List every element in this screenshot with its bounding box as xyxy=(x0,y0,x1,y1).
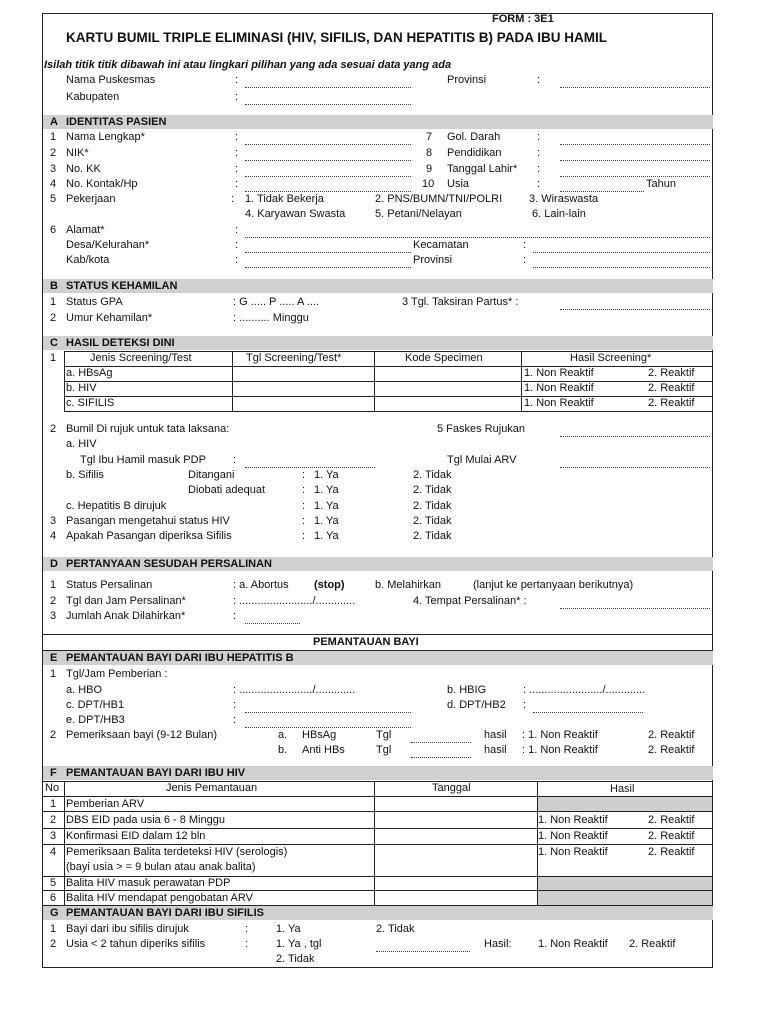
label-darah: Gol. Darah xyxy=(447,131,501,143)
col-hasil-screening: Hasil Screening* xyxy=(570,352,652,364)
label-kecamatan: Kecamatan xyxy=(413,239,469,251)
eid-reaktif[interactable]: 2. Reaktif xyxy=(648,830,695,842)
label-provinsi: Provinsi xyxy=(447,74,487,86)
pasangan-hiv-ya[interactable]: 1. Ya xyxy=(314,515,339,527)
label-tempat: 4. Tempat Persalinan* : xyxy=(413,595,527,607)
job-option-5[interactable]: 5. Petani/Nelayan xyxy=(375,208,462,220)
table-row: Konfirmasi EID dalam 12 bln xyxy=(66,830,206,842)
tgl-persalinan-field[interactable]: : ......................../............. xyxy=(233,595,356,607)
lahir-field[interactable] xyxy=(560,176,710,177)
job-option-1[interactable]: 1. Tidak Bekerja xyxy=(245,193,324,205)
sifilis-nonreaktif[interactable]: 1. Non Reaktif xyxy=(524,397,594,409)
puskesmas-field[interactable] xyxy=(245,87,411,88)
label-usia: Usia xyxy=(447,178,470,190)
table-row: a. HBsAg xyxy=(66,367,113,379)
dpt1-field[interactable] xyxy=(245,712,411,713)
label-rujuk: Bumil Di rujuk untuk tata laksana: xyxy=(66,423,230,435)
label-bayi-dirujuk: Bayi dari ibu sifilis dirujuk xyxy=(66,923,189,935)
table-row: c. SIFILIS xyxy=(66,397,115,409)
label-pasangan-sifilis: Apakah Pasangan diperiksa Sifilis xyxy=(66,530,232,542)
usia-sifilis-tgl-field[interactable] xyxy=(376,951,470,952)
dbs-reaktif[interactable]: 2. Reaktif xyxy=(648,814,695,826)
usia-sifilis-nonreaktif[interactable]: 1. Non Reaktif xyxy=(538,938,608,950)
hbsag-reaktif[interactable]: 2. Reaktif xyxy=(648,367,695,379)
label-sifilis: b. Sifilis xyxy=(66,469,104,481)
hbig-field[interactable]: : ......................../............. xyxy=(523,684,646,696)
hbsag-nonreaktif[interactable]: 1. Non Reaktif xyxy=(524,367,594,379)
hbsag-bayi-tgl-field[interactable] xyxy=(411,742,471,743)
antihbs-reaktif[interactable]: 2. Reaktif xyxy=(648,744,695,756)
label-kontak: No. Kontak/Hp xyxy=(66,178,138,190)
tempat-field[interactable] xyxy=(560,608,710,609)
label-nik: NIK* xyxy=(66,147,89,159)
label-provinsi-pasien: Provinsi xyxy=(413,254,453,266)
col-jenis-pemantauan: Jenis Pemantauan xyxy=(166,782,258,794)
col-no: No xyxy=(45,782,60,794)
table-row: DBS EID pada usia 6 - 8 Minggu xyxy=(66,814,225,826)
label-kabupaten: Kabupaten xyxy=(66,91,120,103)
option-melahirkan[interactable]: b. Melahirkan xyxy=(375,579,442,591)
section-a-title: IDENTITAS PASIEN xyxy=(66,116,167,128)
label-puskesmas: Nama Puskesmas xyxy=(66,74,156,86)
table-row: Pemberian ARV xyxy=(66,798,145,810)
usia-sifilis-tidak[interactable]: 2. Tidak xyxy=(276,953,315,965)
usia-sifilis-reaktif[interactable]: 2. Reaktif xyxy=(629,938,676,950)
label-hbsag-bayi: HBsAg xyxy=(302,729,337,741)
provinsi-field[interactable] xyxy=(560,87,710,88)
hbsag-bayi-reaktif[interactable]: 2. Reaktif xyxy=(648,729,695,741)
pasangan-hiv-tidak[interactable]: 2. Tidak xyxy=(413,515,452,527)
col-hasil: Hasil xyxy=(610,783,635,795)
hbo-field[interactable]: : ......................../............. xyxy=(233,684,356,696)
alamat-field[interactable] xyxy=(245,237,710,238)
label-kk: No. KK xyxy=(66,163,101,175)
hiv-reaktif[interactable]: 2. Reaktif xyxy=(648,382,695,394)
label-pdp: Tgl Ibu Hamil masuk PDP xyxy=(80,454,206,466)
col-jenis-screening: Jenis Screening/Test xyxy=(90,352,192,364)
instruction: Isilah titik titik dibawah ini atau lingkari pilihan yang ada sesuai data yang ada xyxy=(44,59,452,71)
table-row: Pemeriksaan Balita terdeteksi HIV (serologis) xyxy=(66,846,288,858)
label-usia-sifilis: Usia < 2 tahun diperiks sifilis xyxy=(66,938,206,950)
dbs-nonreaktif[interactable]: 1. Non Reaktif xyxy=(538,814,608,826)
section-b-title: STATUS KEHAMILAN xyxy=(66,280,178,292)
provinsi-pasien-field[interactable] xyxy=(533,267,710,268)
section-e-title: PEMANTAUAN BAYI DARI IBU HEPATITIS B xyxy=(66,652,294,664)
label-jumlah-anak: Jumlah Anak Dilahirkan* xyxy=(66,610,186,622)
kecamatan-field[interactable] xyxy=(533,252,710,253)
label-dpt3: e. DPT/HB3 xyxy=(66,714,125,726)
pasangan-sifilis-tidak[interactable]: 2. Tidak xyxy=(413,530,452,542)
label-lahir: Tanggal Lahir* xyxy=(447,163,518,175)
faskes-field[interactable] xyxy=(560,436,710,437)
divider xyxy=(43,634,713,635)
label-diobati: Diobati adequat xyxy=(188,484,266,496)
label-gpa: Status GPA xyxy=(66,296,123,308)
col-tanggal: Tanggal xyxy=(432,782,471,794)
hepb-tidak[interactable]: 2. Tidak xyxy=(413,500,452,512)
label-status-persalinan: Status Persalinan xyxy=(66,579,153,591)
kabupaten-field[interactable] xyxy=(245,104,411,105)
label-tahun: Tahun xyxy=(646,178,676,190)
eid-nonreaktif[interactable]: 1. Non Reaktif xyxy=(538,830,608,842)
label-alamat: Alamat* xyxy=(66,224,105,236)
label-antihbs: Anti HBs xyxy=(302,744,345,756)
taksiran-field[interactable] xyxy=(560,309,710,310)
section-g-title: PEMANTAUAN BAYI DARI IBU SIFILIS xyxy=(66,907,265,919)
label-nama: Nama Lengkap* xyxy=(66,131,145,143)
hiv-nonreaktif[interactable]: 1. Non Reaktif xyxy=(524,382,594,394)
umur-field[interactable]: : .......... Minggu xyxy=(233,312,309,324)
usia-sifilis-ya[interactable]: 1. Ya , tgl xyxy=(276,938,322,950)
pendidikan-field[interactable] xyxy=(560,160,710,161)
page-title: KARTU BUMIL TRIPLE ELIMINASI (HIV, SIFILIS, DAN HEPATITIS B) PADA IBU HAMIL xyxy=(66,30,608,45)
label-dpt2: d. DPT/HB2 xyxy=(447,699,506,711)
label-dpt1: c. DPT/HB1 xyxy=(66,699,125,711)
nik-field[interactable] xyxy=(245,160,411,161)
pdp-field[interactable] xyxy=(245,467,375,468)
label-pemeriksaan-bayi: Pemeriksaan bayi (9-12 Bulan) xyxy=(66,729,218,741)
table-row-note: (bayi usia > = 9 bulan atau anak balita) xyxy=(66,861,256,873)
arv-field[interactable] xyxy=(560,467,710,468)
label-faskes: 5 Faskes Rujukan xyxy=(437,423,526,435)
kk-field[interactable] xyxy=(245,176,411,177)
form-code: FORM : 3E1 xyxy=(492,13,554,25)
diobati-ya[interactable]: 1. Ya xyxy=(314,484,339,496)
col-kode-specimen: Kode Specimen xyxy=(405,352,483,364)
pemantauan-title: PEMANTAUAN BAYI xyxy=(313,636,419,648)
section-c-title: HASIL DETEKSI DINI xyxy=(66,337,175,349)
label-pekerjaan: Pekerjaan xyxy=(66,193,116,205)
serologis-reaktif[interactable]: 2. Reaktif xyxy=(648,846,695,858)
dpt2-field[interactable] xyxy=(533,712,643,713)
label-hasil-sifilis: Hasil: xyxy=(484,938,512,950)
desa-field[interactable] xyxy=(245,252,411,253)
dirujuk-tidak[interactable]: 2. Tidak xyxy=(376,923,415,935)
dirujuk-ya[interactable]: 1. Ya xyxy=(276,923,301,935)
label-tgl-pemberian: Tgl/Jam Pemberian : xyxy=(66,668,168,680)
label-pasangan-hiv: Pasangan mengetahui status HIV xyxy=(66,515,230,527)
ditangani-ya[interactable]: 1. Ya xyxy=(314,469,339,481)
section-f-title: PEMANTAUAN BAYI DARI IBU HIV xyxy=(66,767,246,779)
job-option-6[interactable]: 6. Lain-lain xyxy=(532,208,586,220)
antihbs-tgl-field[interactable] xyxy=(411,757,471,758)
kontak-field[interactable] xyxy=(245,191,411,192)
pasangan-sifilis-ya[interactable]: 1. Ya xyxy=(314,530,339,542)
table-row: Balita HIV mendapat pengobatan ARV xyxy=(66,892,253,904)
label-umur: Umur Kehamilan* xyxy=(66,312,153,324)
label-ditangani: Ditangani xyxy=(188,469,235,481)
darah-field[interactable] xyxy=(560,144,710,145)
jumlah-anak-field[interactable] xyxy=(245,623,300,624)
section-d-title: PERTANYAAN SESUDAH PERSALINAN xyxy=(66,558,272,570)
label-kabkota: Kab/kota xyxy=(66,254,110,266)
label-hbig: b. HBIG xyxy=(447,684,487,696)
sifilis-reaktif[interactable]: 2. Reaktif xyxy=(648,397,695,409)
table-row: b. HIV xyxy=(66,382,97,394)
hbsag-bayi-nonreaktif[interactable]: : 1. Non Reaktif xyxy=(522,729,598,741)
table-row: Balita HIV masuk perawatan PDP xyxy=(66,877,231,889)
label-stop: (stop) xyxy=(314,579,345,591)
usia-field[interactable] xyxy=(560,191,644,192)
job-option-2[interactable]: 2. PNS/BUMN/TNI/POLRI xyxy=(375,193,503,205)
job-option-4[interactable]: 4. Karyawan Swasta xyxy=(245,208,346,220)
col-tgl-screening: Tgl Screening/Test* xyxy=(246,352,342,364)
label-hbo: a. HBO xyxy=(66,684,103,696)
label-hiv: a. HIV xyxy=(66,438,97,450)
label-arv: Tgl Mulai ARV xyxy=(447,454,517,466)
label-desa: Desa/Kelurahan* xyxy=(66,239,150,251)
option-abortus[interactable]: : a. Abortus xyxy=(233,579,289,591)
serologis-nonreaktif[interactable]: 1. Non Reaktif xyxy=(538,846,608,858)
antihbs-nonreaktif[interactable]: : 1. Non Reaktif xyxy=(522,744,598,756)
dpt3-field[interactable] xyxy=(245,727,411,728)
label-taksiran: 3 Tgl. Taksiran Partus* : xyxy=(402,296,519,308)
label-pendidikan: Pendidikan xyxy=(447,147,502,159)
diobati-tidak[interactable]: 2. Tidak xyxy=(413,484,452,496)
job-option-3[interactable]: 3. Wiraswasta xyxy=(529,193,599,205)
kabkota-field[interactable] xyxy=(245,267,411,268)
ditangani-tidak[interactable]: 2. Tidak xyxy=(413,469,452,481)
nama-field[interactable] xyxy=(245,144,411,145)
gpa-field[interactable]: : G ..... P ..... A .... xyxy=(233,296,319,308)
label-tgl-persalinan: Tgl dan Jam Persalinan* xyxy=(66,595,186,607)
label-lanjut: (lanjut ke pertanyaan berikutnya) xyxy=(473,579,634,591)
hepb-ya[interactable]: 1. Ya xyxy=(314,500,339,512)
label-hepb: c. Hepatitis B dirujuk xyxy=(66,500,167,512)
